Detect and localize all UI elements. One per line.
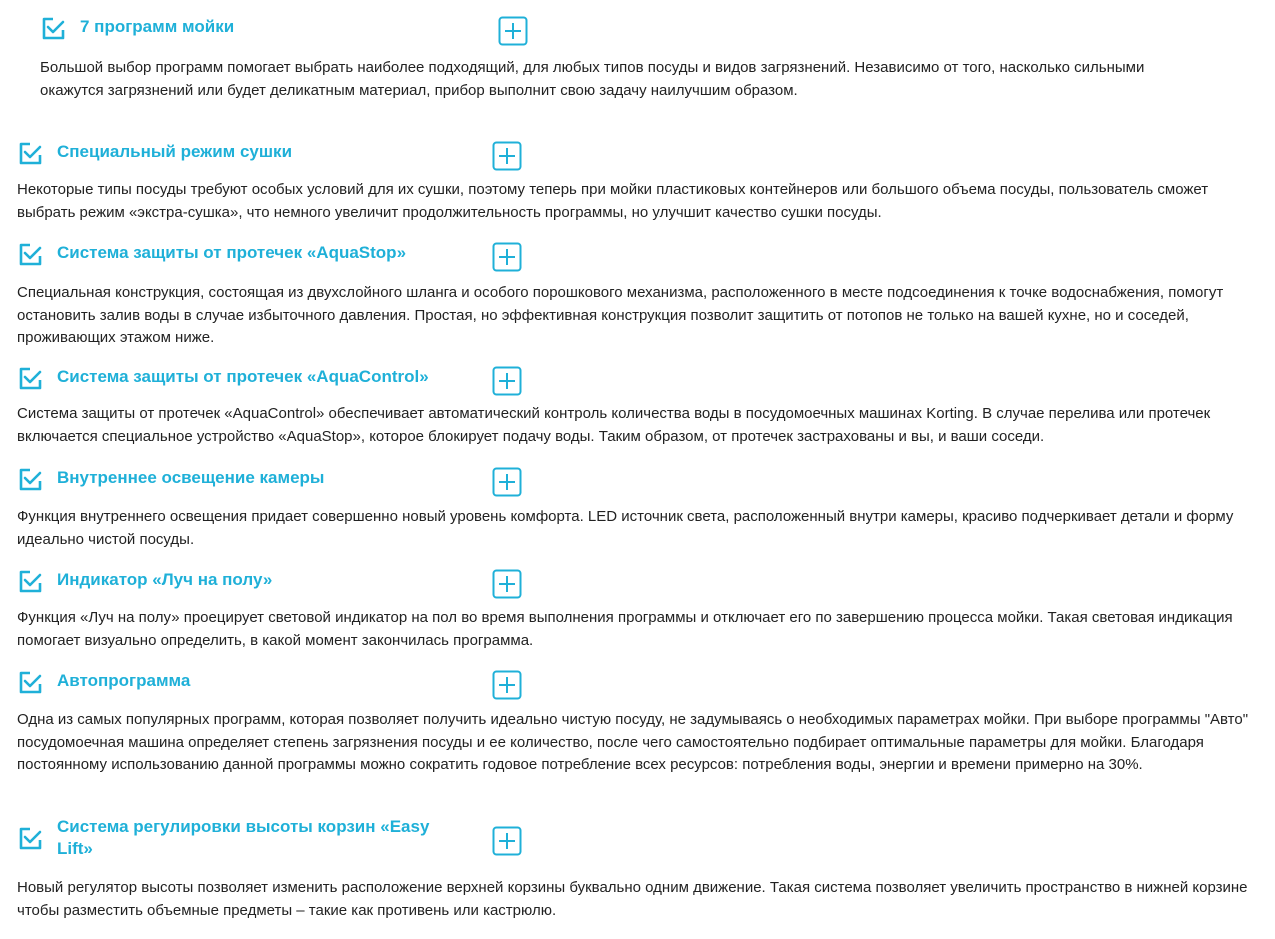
checkbox-checked-icon [17, 366, 43, 392]
feature-description: Большой выбор программ помогает выбрать наиболее подходящий, для любых типов посуды и видов загрязнений. Независимо от того, насколько сильными окажутся загрязнений или будет деликатным материал, прибор выполнит свою задачу наилучшим образом. [40, 59, 1145, 99]
expand-plus-icon[interactable] [492, 670, 522, 700]
feature-title: Автопрограмма [57, 671, 191, 690]
feature-item [17, 569, 1257, 649]
feature-header [17, 816, 1257, 858]
checkbox-checked-icon [17, 670, 43, 696]
feature-description: Новый регулятор высоты позволяет изменить расположение верхней корзины буквально одним движение. Такая система позволяет увеличить пространство в нижней корзине чтобы разместить объемные предметы – такие как противень или кастрюлю. [17, 879, 1248, 919]
feature-description: Система защиты от протечек «AquaControl» обеспечивает автоматический контроль количества воды в посудомоечных машинах Korting. В случае перелива или протечек включается специальное устройство «AquaStop», которое блокирует подачу воды. Таким образом, от протечек застрахованы и вы, и ваши соседи. [17, 405, 1211, 445]
feature-item [40, 16, 1255, 99]
expand-plus-icon[interactable] [492, 242, 522, 272]
feature-item [17, 141, 1257, 221]
feature-description: Функция внутреннего освещения придает совершенно новый уровень комфорта. LED источник света, расположенный внутри камеры, красиво подчеркивает детали и форму идеально чистой посуды. [17, 508, 1234, 548]
feature-header [17, 569, 1257, 599]
feature-title: Специальный режим сушки [57, 142, 293, 161]
feature-item [17, 366, 1257, 445]
expand-plus-icon[interactable] [492, 141, 522, 171]
feature-header [17, 467, 1257, 497]
feature-header [40, 16, 1255, 46]
feature-title: Система защиты от протечек «AquaStop» [57, 243, 407, 262]
feature-title: Внутреннее освещение камеры [57, 468, 325, 487]
feature-item [17, 467, 1257, 548]
expand-plus-icon[interactable] [492, 366, 522, 396]
feature-header [17, 670, 1262, 700]
feature-item [17, 242, 1257, 346]
feature-title: Система регулировки высоты корзин «Easy Lift» [57, 817, 430, 858]
checkbox-checked-icon [17, 467, 43, 493]
expand-plus-icon[interactable] [498, 16, 528, 46]
checkbox-checked-icon [17, 242, 43, 268]
checkbox-checked-icon [17, 569, 43, 595]
checkbox-checked-icon [17, 141, 43, 167]
expand-plus-icon[interactable] [492, 826, 522, 856]
feature-title: Индикатор «Луч на полу» [57, 570, 273, 589]
checkbox-checked-icon [40, 16, 66, 42]
feature-title: 7 программ мойки [80, 17, 235, 36]
checkbox-checked-icon [17, 826, 43, 852]
expand-plus-icon[interactable] [492, 569, 522, 599]
feature-header [17, 242, 1257, 272]
feature-title: Система защиты от протечек «AquaControl» [57, 367, 429, 386]
expand-plus-icon[interactable] [492, 467, 522, 497]
feature-item [17, 816, 1257, 919]
feature-header [17, 366, 1257, 396]
feature-description: Некоторые типы посуды требуют особых условий для их сушки, поэтому теперь при мойки пластиковых контейнеров или большого объема посуды, пользователь сможет выбрать режим «экстра-сушка», что немного увеличит продолжительность программы, но улучшит качество сушки посуды. [17, 181, 1209, 221]
feature-description: Одна из самых популярных программ, которая позволяет получить идеально чистую посуду, не задумываясь о необходимых параметрах мойки. При выборе программы "Авто" посудомоечная машина определяет степень загрязнения посуды и ее количество, после чего самостоятельно подбирает оптимальные параметры для мойки. Благодаря постоянному использованию данной программы можно сократить годовое потребление всех ресурсов: потребления воды, энергии и времени примерно на 30%. [17, 711, 1249, 773]
feature-header [17, 141, 1257, 171]
feature-description: Специальная конструкция, состоящая из двухслойного шланга и особого порошкового механизма, расположенного в месте подсоединения к точке водоснабжения, помогут остановить залив воды в случае избыточного давления. Простая, но эффективная конструкция позволит защитить от потопов не только на вашей кухне, но и соседей, проживающих этажом ниже. [17, 284, 1224, 346]
feature-item [17, 670, 1262, 773]
feature-description: Функция «Луч на полу» проецирует световой индикатор на пол во время выполнения программы и отключает его по завершению процесса мойки. Такая световая индикация помогает визуально определить, в какой момент закончилась программа. [17, 609, 1233, 649]
